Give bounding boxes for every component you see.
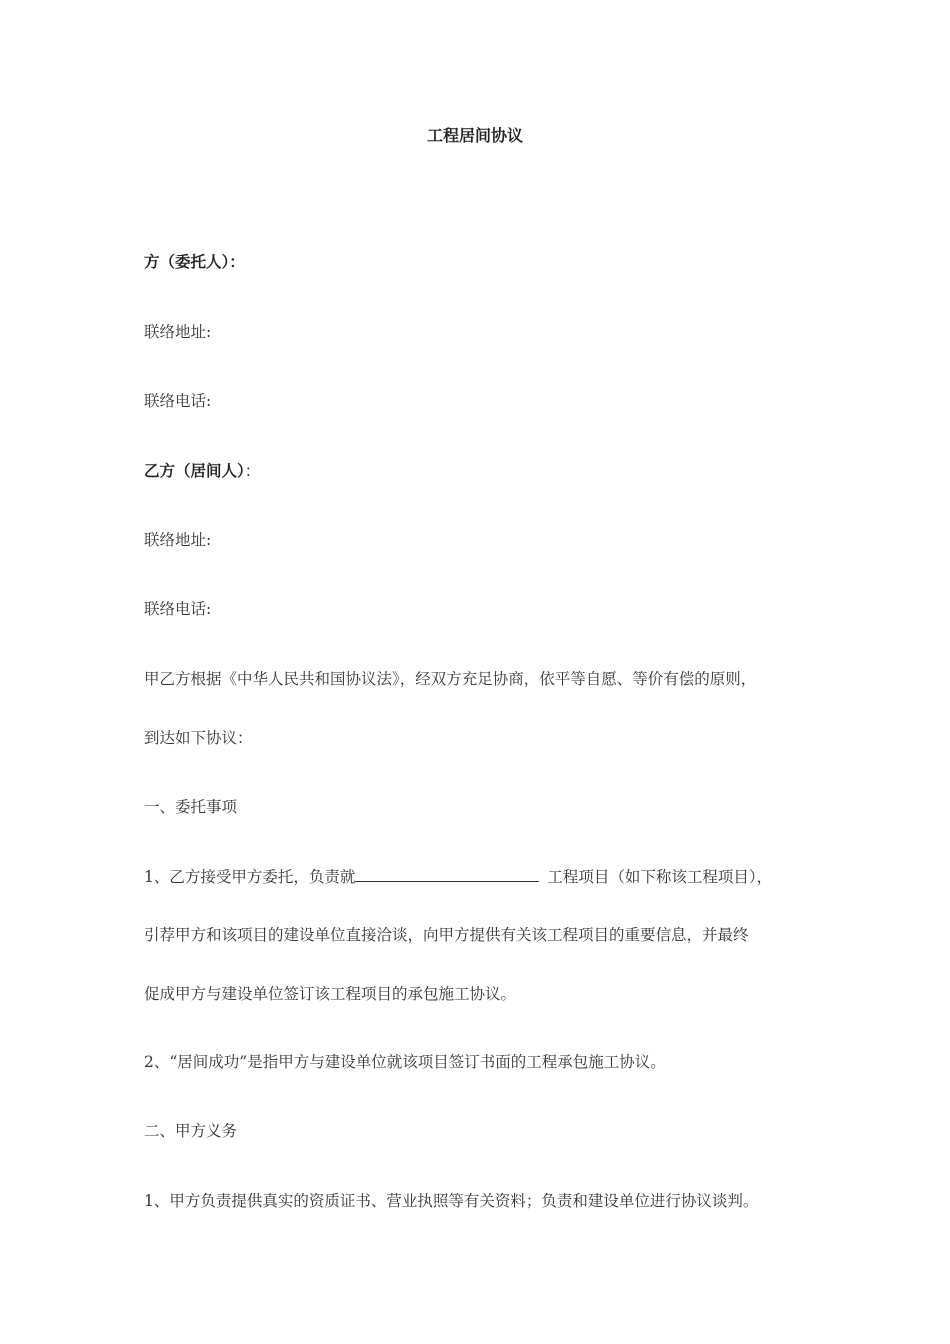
- clause-2-1: 1、甲方负责提供真实的资质证书、营业执照等有关资料；负责和建设单位进行协议谈判。: [144, 1192, 759, 1210]
- clause-1-1-line-2: 引荐甲方和该项目的建设单位直接洽谈，向甲方提供有关该工程项目的重要信息，并最终: [144, 926, 749, 944]
- party-a-label: 方（委托人）：: [144, 253, 245, 271]
- preamble-line-1: 甲乙方根据《中华人民共和国协议法》，经双方充足协商，依平等自愿、等价有偿的原则，: [144, 670, 757, 688]
- section-1-heading: 一、委托事项: [144, 798, 238, 816]
- party-a-phone: 联络电话:: [144, 392, 212, 410]
- section-2-heading: 二、甲方义务: [144, 1122, 238, 1140]
- party-b-label-row: [144, 459, 824, 483]
- clause-1-1-part-1: 1、乙方接受甲方委托，负责就: [144, 868, 356, 886]
- party-b-label: 乙方（居间人）: [144, 462, 245, 480]
- clause-1-1-part-2: 工程项目（如下称该工程项目），: [547, 868, 773, 886]
- clause-1-2: 2、“居间成功”是指甲方与建设单位就该项目签订书面的工程承包施工协议。: [144, 1053, 666, 1071]
- clause-1-1-line-1: [144, 864, 824, 889]
- party-b-label-colon: ：: [244, 462, 261, 480]
- party-a-address: 联络地址:: [144, 323, 212, 341]
- preamble-line-2: 到达如下协议：: [144, 729, 253, 747]
- clause-1-1-line-3: 促成甲方与建设单位签订该工程项目的承包施工协议。: [144, 985, 517, 1003]
- document-title: 工程居间协议: [426, 126, 523, 145]
- project-name-blank[interactable]: [355, 864, 539, 882]
- party-b-address: 联络地址:: [144, 531, 212, 549]
- party-b-phone: 联络电话:: [144, 600, 212, 618]
